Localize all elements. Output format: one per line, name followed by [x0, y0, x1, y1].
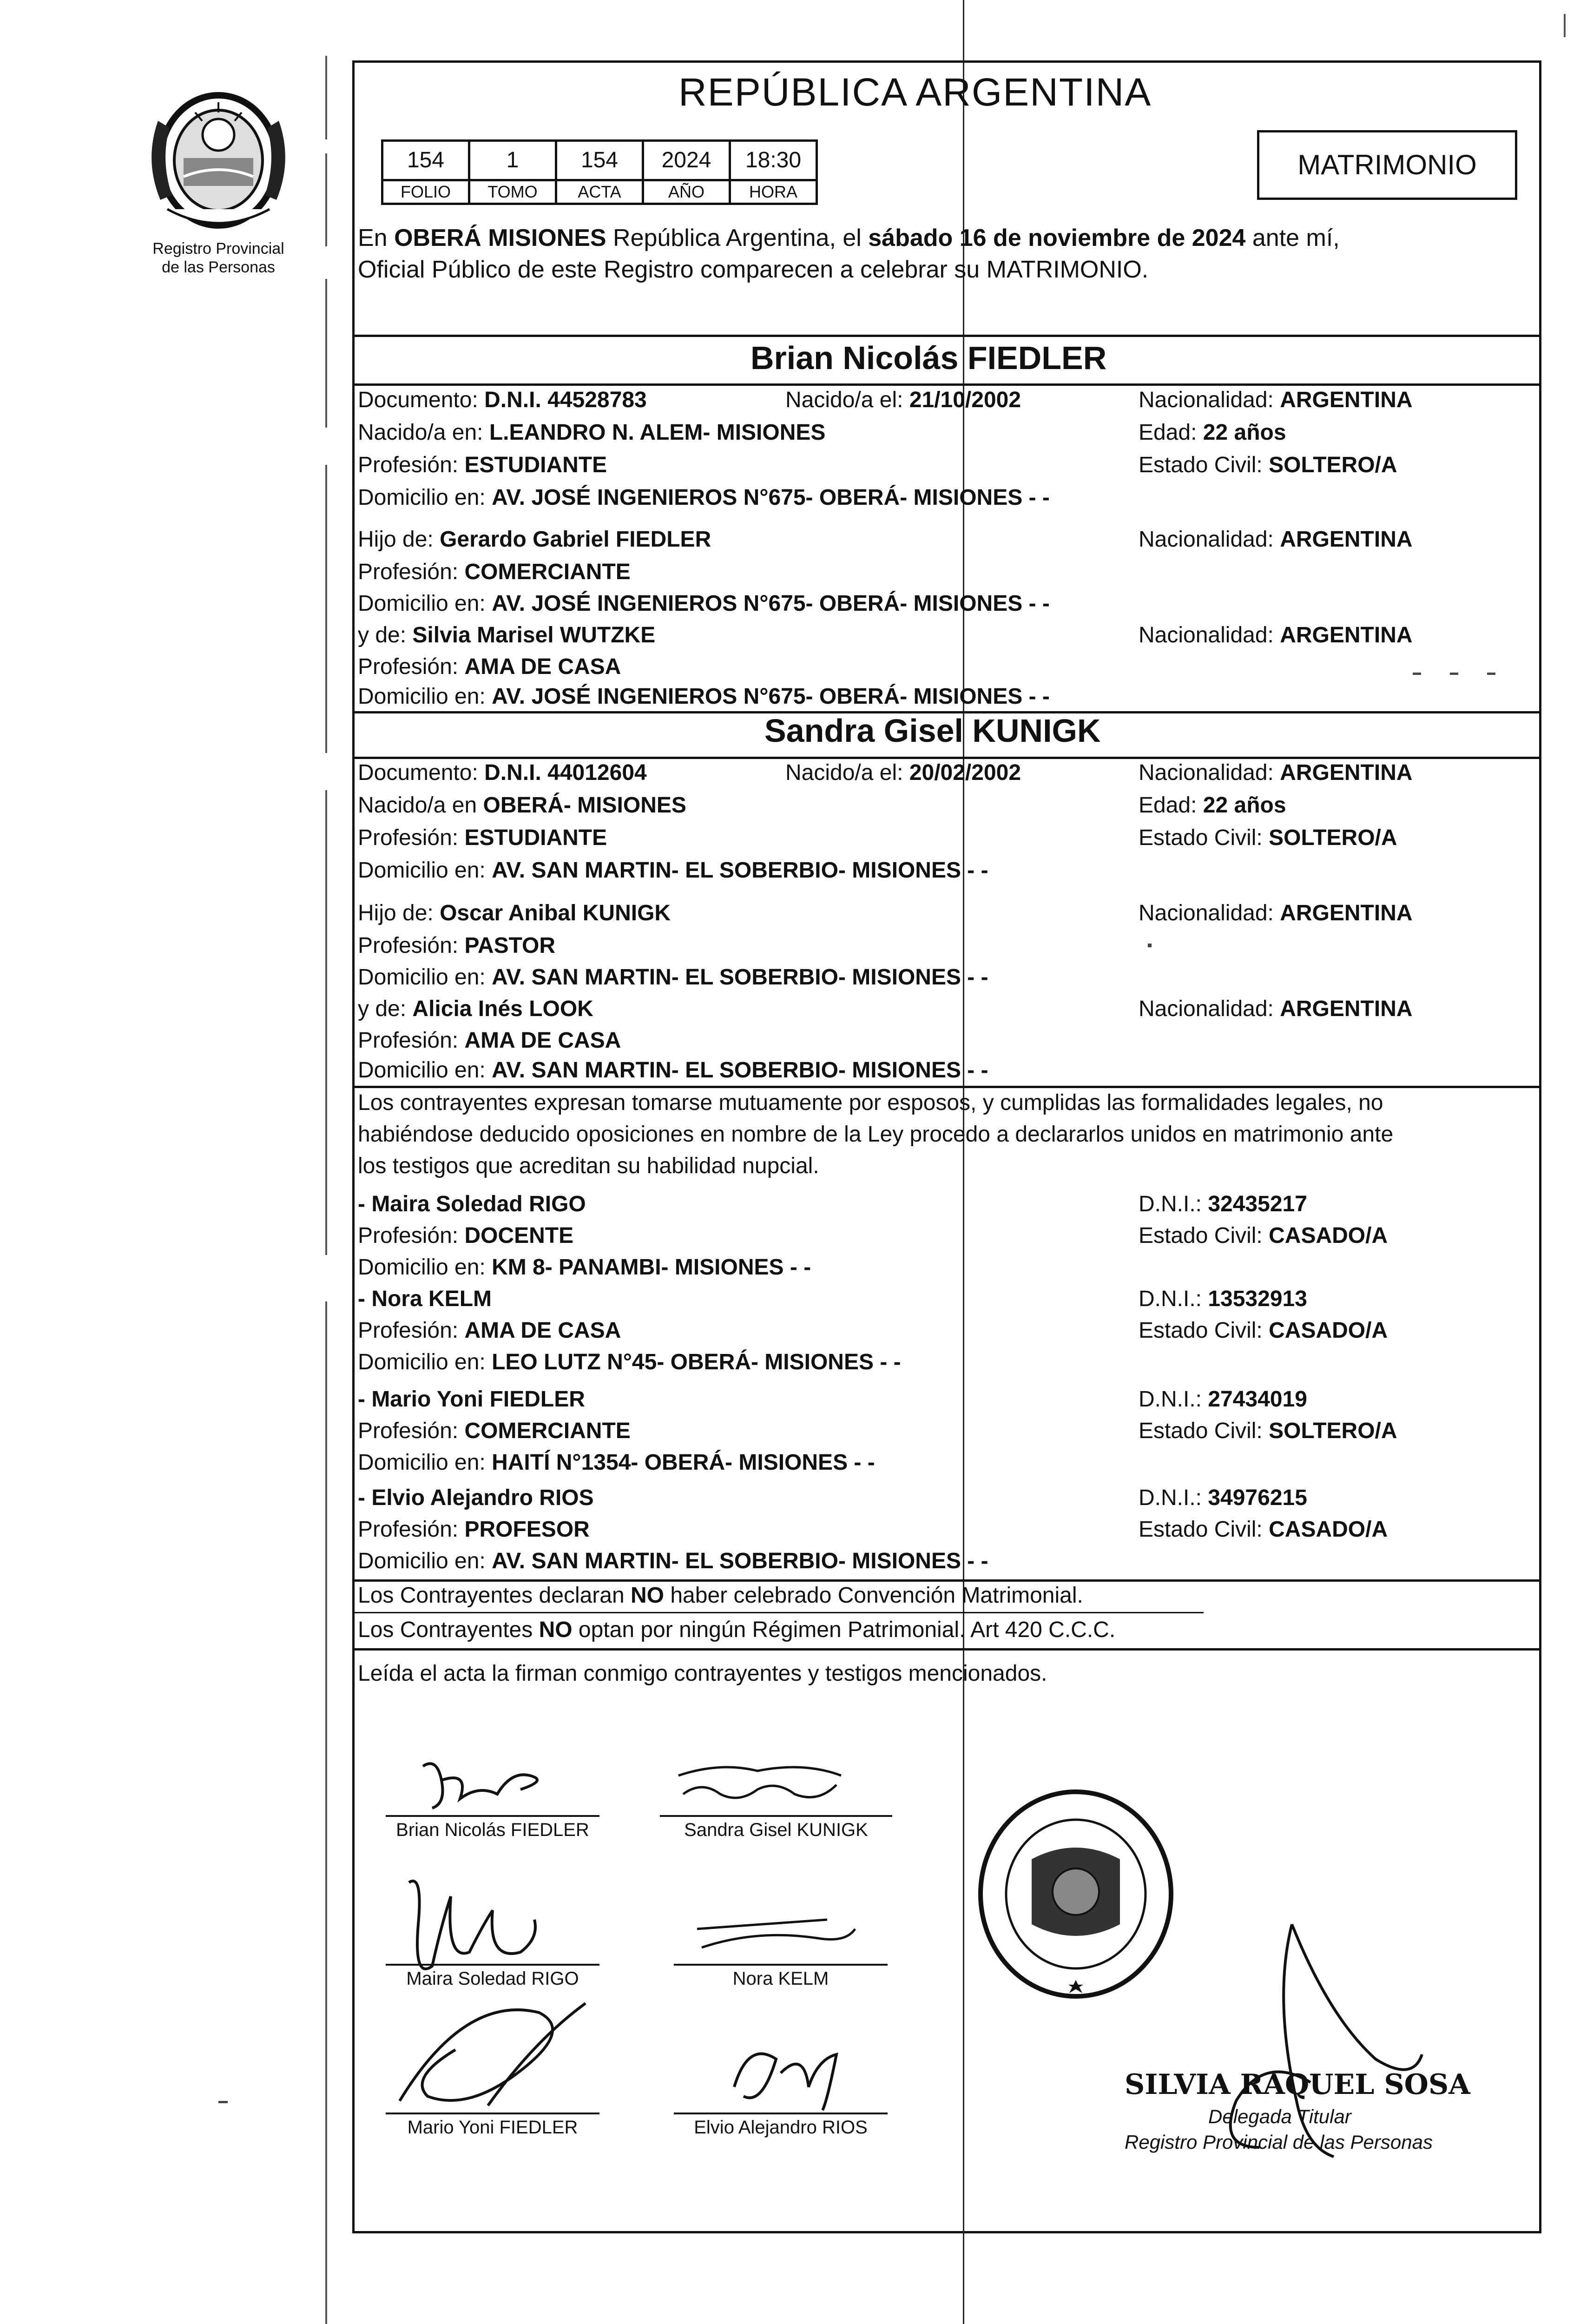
signature-brian [409, 1752, 562, 1817]
intro-date: sábado 16 de noviembre de 2024 [868, 224, 1246, 251]
signature-line [386, 1964, 599, 1966]
divider [353, 1086, 1540, 1088]
witness-dni: D.N.I.: 13532913 [1139, 1287, 1307, 1311]
frame-top [353, 60, 1540, 63]
signature-elvio [716, 2031, 855, 2119]
witness-address: Domicilio en: LEO LUTZ N°45- OBERÁ- MISIONES - - [358, 1350, 901, 1374]
spouse2-father-profession: Profesión: PASTOR [358, 933, 556, 958]
witness-dni: D.N.I.: 27434019 [1139, 1387, 1307, 1412]
signature-line [674, 2113, 888, 2114]
signature-name: Nora KELM [732, 1968, 829, 1989]
page-title: REPÚBLICA ARGENTINA [678, 70, 1152, 114]
signature-name: Elvio Alejandro RIOS [694, 2117, 868, 2138]
declaration-line-1: Los contrayentes expresan tomarse mutuamente por esposos, y cumplidas las formalidades legales, no [358, 1090, 1383, 1115]
spouse1-father: Hijo de: Gerardo Gabriel FIEDLER [358, 527, 711, 552]
official-name: SILVIA RAQUEL SOSA [1125, 2068, 1470, 2101]
stray-mark [1450, 673, 1458, 675]
spouse1-mother-nationality: Nacionalidad: ARGENTINA [1139, 623, 1413, 647]
witness-civil-status: Estado Civil: SOLTERO/A [1139, 1419, 1397, 1443]
acta-value: 154 [557, 142, 644, 179]
witness-civil-status: Estado Civil: CASADO/A [1139, 1223, 1388, 1248]
spouse1-address: Domicilio en: AV. JOSÉ INGENIEROS N°675- OBERÁ- MISIONES - - [358, 485, 1050, 510]
stray-mark [218, 2101, 228, 2103]
tomo-label: TOMO [470, 181, 557, 203]
record-fields-table [381, 139, 818, 209]
acta-label: ACTA [557, 181, 644, 203]
spouse2-mother-profession: Profesión: AMA DE CASA [358, 1028, 621, 1053]
spouse1-age: Edad: 22 años [1139, 420, 1286, 445]
witness-address: Domicilio en: AV. SAN MARTIN- EL SOBERBIO- MISIONES - - [358, 1549, 988, 1573]
signature-name: Sandra Gisel KUNIGK [684, 1820, 868, 1840]
record-type-box [1257, 130, 1517, 200]
spouse2-father-nationality: Nacionalidad: ARGENTINA [1139, 901, 1413, 925]
spouse2-mother-address: Domicilio en: AV. SAN MARTIN- EL SOBERBIO- MISIONES - - [358, 1058, 988, 1083]
official-title: Delegada Titular [1208, 2106, 1351, 2127]
spouse1-profession: Profesión: ESTUDIANTE [358, 453, 607, 477]
spouse1-nationality: Nacionalidad: ARGENTINA [1139, 388, 1413, 412]
witness-address: Domicilio en: HAITÍ N°1354- OBERÁ- MISIONES - - [358, 1450, 875, 1475]
divider [353, 335, 1540, 337]
anio-value: 2024 [644, 142, 731, 179]
convention-line-2: Los Contrayentes NO optan por ningún Régimen Patrimonial. Art 420 C.C.C. [358, 1618, 1116, 1642]
folio-value: 154 [383, 142, 470, 179]
stray-mark [1413, 673, 1421, 675]
witness-profession: Profesión: COMERCIANTE [358, 1419, 631, 1443]
hora-label: HORA [749, 182, 797, 201]
margin-mark [325, 790, 327, 1255]
spouse1-birthplace: Nacido/a en: L.EANDRO N. ALEM- MISIONES [358, 420, 826, 445]
witness-profession: Profesión: AMA DE CASA [358, 1318, 621, 1343]
spouse1-father-nationality: Nacionalidad: ARGENTINA [1139, 527, 1413, 552]
margin-mark [325, 56, 327, 139]
witness-dni: D.N.I.: 34976215 [1139, 1486, 1307, 1510]
divider [353, 1612, 1204, 1613]
closing-statement: Leída el acta la firman conmigo contrayentes y testigos mencionados. [358, 1661, 1047, 1686]
spouse1-mother-profession: Profesión: AMA DE CASA [358, 654, 621, 679]
intro-line-2: Oficial Público de este Registro comparecen a celebrar su MATRIMONIO. [358, 256, 1149, 283]
spouse2-father-address: Domicilio en: AV. SAN MARTIN- EL SOBERBIO- MISIONES - - [358, 965, 988, 990]
signature-nora [688, 1901, 864, 1966]
witness-address: Domicilio en: KM 8- PANAMBI- MISIONES - - [358, 1255, 811, 1280]
registry-logo-caption [125, 239, 311, 277]
witness-profession: Profesión: PROFESOR [358, 1517, 590, 1542]
signature-name: Brian Nicolás FIEDLER [396, 1820, 589, 1840]
margin-mark [325, 153, 327, 246]
official-organization: Registro Provincial de las Personas [1125, 2131, 1433, 2153]
signature-name: Mario Yoni FIEDLER [407, 2117, 578, 2138]
spouse2-born-date: Nacido/a el: 20/02/2002 [785, 760, 1021, 785]
signature-line [674, 1964, 888, 1966]
spouse2-father: Hijo de: Oscar Anibal KUNIGK [358, 901, 671, 925]
intro-city: OBERÁ MISIONES [394, 224, 606, 251]
signature-mario [372, 1985, 632, 2133]
frame-right [1539, 60, 1541, 2233]
signature-line [386, 1815, 599, 1817]
witness-profession: Profesión: DOCENTE [358, 1223, 574, 1248]
intro-line-1: En OBERÁ MISIONES República Argentina, el sábado 16 de noviembre de 2024 ante mí, [358, 224, 1340, 251]
witness-name: - Nora KELM [358, 1287, 492, 1311]
spouse1-father-address: Domicilio en: AV. JOSÉ INGENIEROS N°675- OBERÁ- MISIONES - - [358, 591, 1050, 616]
spouse2-document: Documento: D.N.I. 44012604 [358, 760, 647, 785]
spouse2-nationality: Nacionalidad: ARGENTINA [1139, 760, 1413, 785]
signature-line [386, 2113, 599, 2114]
witness-dni: D.N.I.: 32435217 [1139, 1192, 1307, 1216]
convention-line-1: Los Contrayentes declaran NO haber celebrado Convención Matrimonial. [358, 1583, 1083, 1608]
spouse2-birthplace: Nacido/a en OBERÁ- MISIONES [358, 793, 686, 818]
margin-mark [325, 279, 327, 428]
hora-value: 18:30 [745, 148, 802, 172]
spouse2-profession: Profesión: ESTUDIANTE [358, 825, 607, 850]
declaration-line-3: los testigos que acreditan su habilidad nupcial. [358, 1154, 819, 1178]
witness-name: - Elvio Alejandro RIOS [358, 1486, 594, 1510]
registry-caption-line2: de las Personas [162, 258, 275, 276]
spouse1-father-profession: Profesión: COMERCIANTE [358, 560, 631, 584]
stray-mark [1148, 944, 1152, 947]
spouse2-age: Edad: 22 años [1139, 793, 1286, 818]
witness-name: - Maira Soledad RIGO [358, 1192, 586, 1216]
frame-bottom [353, 2231, 1541, 2233]
stray-mark [1487, 673, 1495, 675]
spouse2-address: Domicilio en: AV. SAN MARTIN- EL SOBERBIO- MISIONES - - [358, 858, 988, 883]
margin-mark [1564, 14, 1566, 37]
record-type-label: MATRIMONIO [1297, 149, 1477, 180]
signature-line [660, 1815, 892, 1817]
misiones-coat-of-arms-icon [139, 84, 297, 237]
folio-label: FOLIO [383, 181, 470, 203]
spouse2-mother-nationality: Nacionalidad: ARGENTINA [1139, 997, 1413, 1021]
witness-civil-status: Estado Civil: CASADO/A [1139, 1318, 1388, 1343]
signature-sandra [665, 1757, 860, 1817]
frame-left [352, 60, 355, 2233]
spouse2-mother: y de: Alicia Inés LOOK [358, 997, 593, 1021]
tomo-value: 1 [470, 142, 557, 179]
spouse2-heading: Sandra Gisel KUNIGK [764, 713, 1101, 749]
spouse1-mother-address: Domicilio en: AV. JOSÉ INGENIEROS N°675- OBERÁ- MISIONES - - [358, 684, 1050, 709]
divider [353, 1648, 1540, 1651]
declaration-line-2: habiéndose deducido oposiciones en nombre de la Ley procedo a declararlos unidos en matrimonio ante [358, 1122, 1394, 1147]
witness-name: - Mario Yoni FIEDLER [358, 1387, 585, 1412]
spouse1-heading: Brian Nicolás FIEDLER [750, 340, 1107, 376]
margin-mark [325, 465, 327, 753]
registry-logo [139, 84, 297, 237]
witness-civil-status: Estado Civil: CASADO/A [1139, 1517, 1388, 1542]
official-seal-stamp [971, 1785, 1180, 2003]
spouse1-mother: y de: Silvia Marisel WUTZKE [358, 623, 656, 647]
registry-caption-line1: Registro Provincial [152, 240, 284, 257]
signature-name: Maira Soledad RIGO [406, 1968, 579, 1989]
spouse1-civil-status: Estado Civil: SOLTERO/A [1139, 453, 1397, 477]
spouse1-document: Documento: D.N.I. 44528783 [358, 388, 647, 412]
spouse2-civil-status: Estado Civil: SOLTERO/A [1139, 825, 1397, 850]
margin-mark [325, 1301, 327, 2324]
anio-label: AÑO [644, 181, 731, 203]
spouse1-born-date: Nacido/a el: 21/10/2002 [785, 388, 1021, 412]
